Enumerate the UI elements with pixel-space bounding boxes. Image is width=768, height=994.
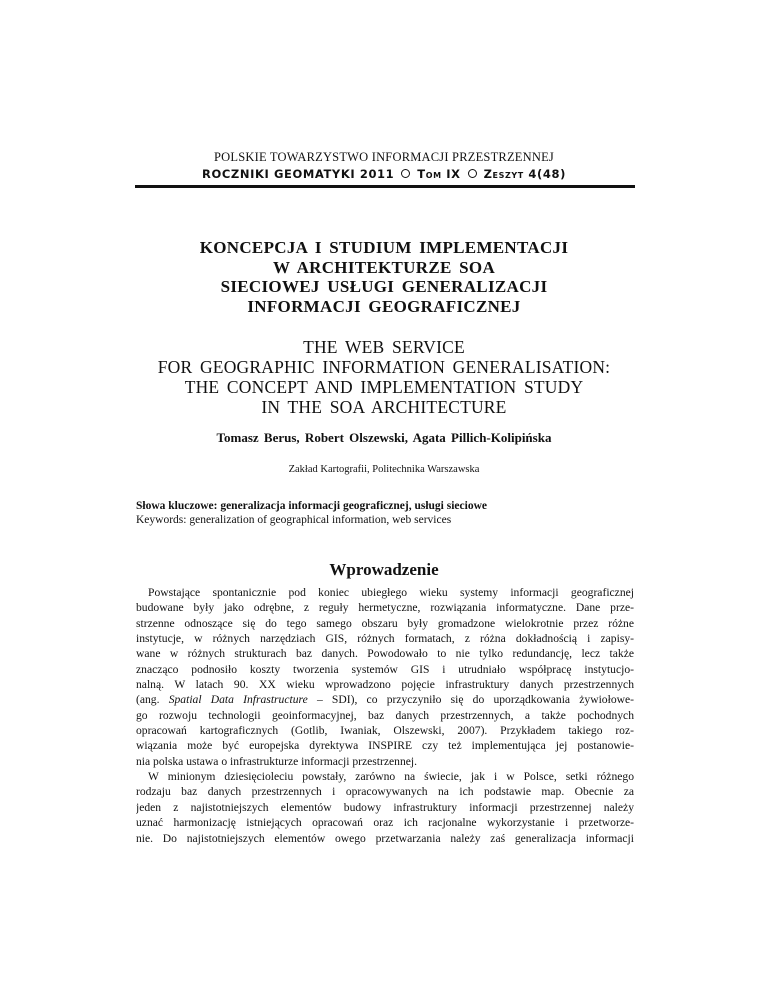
title-english-line: FOR GEOGRAPHIC INFORMATION GENERALISATION: <box>157 357 611 377</box>
body-line: nie. Do najistotniejszych elementów owego przetwarzania należy zaś generalizacja informacji <box>136 831 634 845</box>
title-polish-line: W ARCHITEKTURZE SOA <box>272 257 496 277</box>
title-english-line: IN THE SOA ARCHITECTURE <box>261 397 507 417</box>
body-line: nia polska ustawa o infrastrukturze informacji przestrzennej. <box>136 754 418 768</box>
body-line: opracowań kartograficznych (Gotlib, Iwaniak, Olszewski, 2007). Przykładem takiego roz- <box>136 724 634 738</box>
title-polish <box>0 238 768 316</box>
body-line: wane w różnych strukturach baz danych. Powodowało to nie tylko redundancję, lecz także <box>136 647 634 661</box>
journal-issue: Zeszyt 4(48) <box>483 167 566 181</box>
bullet-icon <box>401 169 410 178</box>
bullet-icon <box>468 169 477 178</box>
section-heading: Wprowadzenie <box>329 560 439 579</box>
body-line-with-italic <box>136 692 634 707</box>
body-line: wiązania może być europejska dyrektywa INSPIRE czy też implementująca jej postanowie- <box>136 739 634 753</box>
body-line: jeden z najistotniejszych elementów budowy infrastruktury informacji przestrzennej należy <box>136 800 634 814</box>
title-english-line: THE WEB SERVICE <box>303 337 465 357</box>
title-polish-line: SIECIOWEJ USŁUGI GENERALIZACJI <box>220 277 548 296</box>
journal-volume: Tom IX <box>417 167 461 181</box>
italic-term: Spatial Data Infrastructure <box>168 693 308 707</box>
body-line: instytucje, w różnych narzędziach GIS, różnych formatach, z różna dokładnością i zapisy- <box>136 632 634 646</box>
title-english-line: THE CONCEPT AND IMPLEMENTATION STUDY <box>184 377 584 397</box>
title-english <box>0 337 768 417</box>
keywords-polish: Słowa kluczowe: generalizacja informacji geograficznej, usługi sieciowe <box>136 500 487 512</box>
body-line: budowane były jako odrębne, z reguły hermetyczne, rozwiązania informatyczne. Dane prze- <box>136 601 634 615</box>
journal-name: ROCZNIKI GEOMATYKI 2011 <box>202 167 395 181</box>
body-line: rodzaju baz danych przestrzennych i opracowywanych na ich podstawie map. Obecnie za <box>136 785 634 799</box>
header-rule <box>135 185 635 188</box>
body-line: go rozwoju technologii geoinformacyjnej, baz danych przestrzennych, a także pochodnych <box>136 708 634 722</box>
body-line-text: (ang. Spatial Data Infrastructure – SDI), co przyczyniło się do uporządkowania żywiołowe- <box>136 693 634 707</box>
body-text <box>136 585 634 846</box>
journal-header <box>0 167 768 181</box>
authors: Tomasz Berus, Robert Olszewski, Agata Pillich-Kolipińska <box>216 430 552 445</box>
body-line: nalną. W latach 90. XX wieku wprowadzono pojęcie infrastruktury danych przestrzennych <box>136 678 634 692</box>
keywords-english: Keywords: generalization of geographical information, web services <box>136 514 452 526</box>
body-line: Powstające spontanicznie pod koniec ubiegłego wieku systemy informacji geograficznej <box>148 586 634 599</box>
title-polish-line: INFORMACJI GEOGRAFICZNEJ <box>247 296 521 316</box>
body-line: strzenne odnoszące się do tego samego obszaru były gromadzone wielokrotnie przez różne <box>136 616 634 630</box>
body-line: uznać harmonizację istniejących opracowań oraz ich racjonalne wykorzystanie i przetworze- <box>136 816 634 830</box>
body-line: znacząco podnosiło koszty tworzenia systemów GIS i utrudniało współpracę instytucjo- <box>136 662 634 676</box>
body-line: W minionym dziesięcioleciu powstały, zarówno na świecie, jak i w Polsce, setki różnego <box>148 770 634 784</box>
affiliation: Zakład Kartografii, Politechnika Warszawska <box>288 464 480 475</box>
title-polish-line: KONCEPCJA I STUDIUM IMPLEMENTACJI <box>199 238 569 257</box>
society-name: POLSKIE TOWARZYSTWO INFORMACJI PRZESTRZENNEJ <box>214 150 554 164</box>
